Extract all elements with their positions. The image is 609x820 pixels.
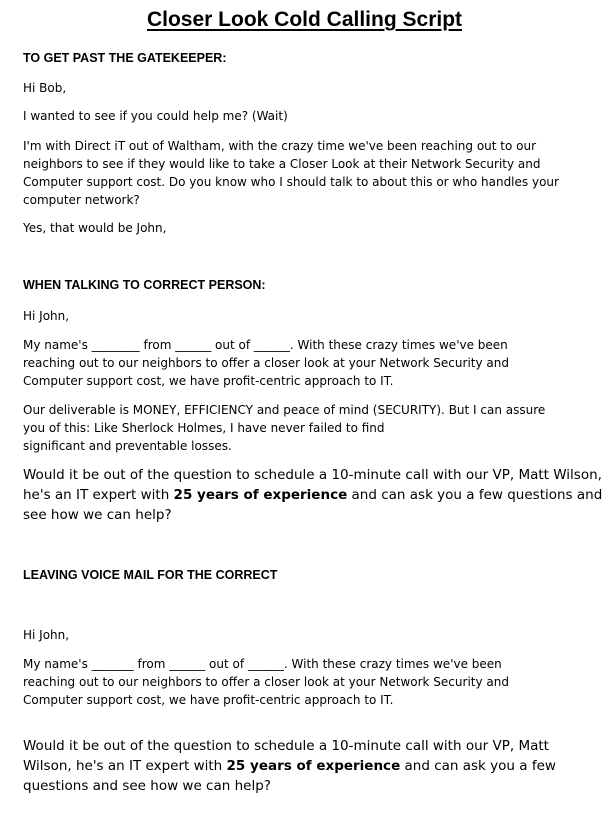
correct-person-ask-text-1: Would it be out of the question to schedule a 10-minute call with our VP, Matt Wilson, he's an IT expert with — [23, 467, 602, 503]
correct-person-heading: WHEN TALKING TO CORRECT PERSON: — [23, 278, 266, 292]
gatekeeper-ask-help: I wanted to see if you could help me? (Wait) — [23, 109, 288, 123]
voicemail-heading: LEAVING VOICE MAIL FOR THE CORRECT — [23, 568, 278, 582]
voicemail-ask-text-1: Would it be out of the question to schedule a 10-minute call with our VP, Matt Wilson, he's an IT expert with — [23, 738, 549, 774]
correct-person-greeting: Hi John, — [23, 309, 70, 323]
document-title-text: Closer Look Cold Calling Script — [146, 8, 463, 31]
gatekeeper-heading: TO GET PAST THE GATEKEEPER: — [23, 51, 227, 65]
gatekeeper-greeting: Hi Bob, — [23, 81, 67, 95]
correct-person-deliverable: Our deliverable is MONEY, EFFICIENCY and peace of mind (SECURITY). But I can assure you of this: Like Sherlock Holmes, I have never failed to find significant and preventable losses. — [23, 403, 546, 453]
experience-highlight: 25 years of experience — [173, 487, 348, 503]
gatekeeper-intro: I'm with Direct iT out of Waltham, with the crazy time we've been reaching out to our neighbors to see if they would like to take a Closer Look at their Network Security and Computer support cost. Do you know who I should talk to about this or who handles your computer network? — [23, 139, 559, 207]
correct-person-intro: My name's ________ from ______ out of ______. With these crazy times we've been reaching out to our neighbors to offer a closer look at your Network Security and Computer support cost, we have profit-centric approach to IT. — [23, 338, 509, 388]
voicemail-experience-highlight: 25 years of experience — [226, 758, 401, 774]
voicemail-intro: My name's _______ from ______ out of ______. With these crazy times we've been reaching out to our neighbors to offer a closer look at your Network Security and Computer support cost, we have profit-centric approach to IT. — [23, 657, 509, 707]
gatekeeper-reply: Yes, that would be John, — [23, 221, 167, 235]
voicemail-ask-text-2: and can ask you a few questions and see how we can help? — [23, 758, 556, 794]
correct-person-ask-text-2: and can ask you a few questions and see how we can help? — [23, 487, 603, 523]
document-title — [0, 8, 609, 32]
voicemail-greeting: Hi John, — [23, 628, 70, 642]
correct-person-ask-call — [23, 465, 603, 525]
voicemail-ask-call — [23, 736, 603, 796]
